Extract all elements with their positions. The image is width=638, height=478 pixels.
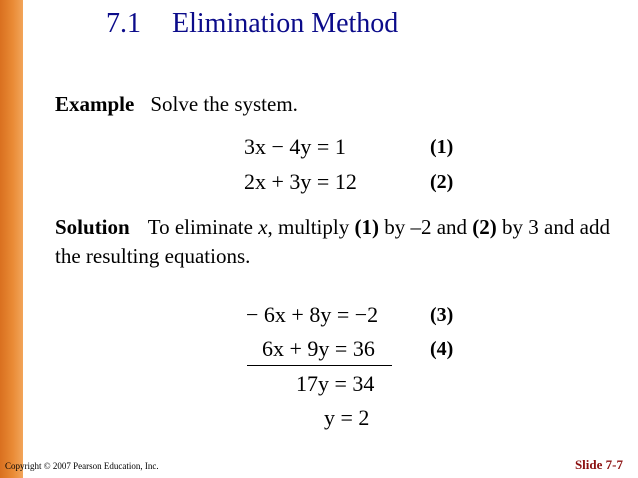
solution-label: Solution: [55, 215, 130, 239]
solution-ref-2: (2): [472, 215, 497, 239]
equation-1: 3x − 4y = 1: [244, 134, 346, 159]
copyright-text: Copyright © 2007 Pearson Education, Inc.: [5, 461, 159, 471]
equation-2-tag: (2): [430, 171, 454, 193]
equation-2: 2x + 3y = 12: [244, 169, 357, 194]
solution-text-2: , multiply: [267, 215, 355, 239]
section-number: 7.1: [106, 8, 141, 39]
equation-1-tag: (1): [430, 136, 454, 158]
sum-rule-line: [247, 365, 392, 366]
title-text: Elimination Method: [172, 8, 399, 39]
solution-text-3: by –2 and: [378, 215, 473, 239]
work-sum-equation: 17y = 34: [296, 371, 375, 396]
work-equation-4: 6x + 9y = 36: [262, 336, 375, 361]
example-label: Example: [55, 92, 135, 116]
left-accent-bar: [0, 0, 23, 478]
work-equation-4-tag: (4): [430, 338, 454, 360]
solution-text-1: To eliminate: [147, 215, 259, 239]
work-equation-3-tag: (3): [430, 304, 454, 326]
solution-ref-1: (1): [354, 215, 379, 239]
slide-title: [106, 8, 398, 40]
example-text: Solve the system.: [150, 92, 298, 116]
solution-text-4: by 3 and add the resulting equations.: [55, 215, 610, 268]
solution-paragraph: [55, 213, 615, 271]
slide-number: Slide 7-7: [574, 457, 623, 472]
work-equation-3: − 6x + 8y = −2: [246, 302, 379, 327]
work-result-equation: y = 2: [324, 405, 370, 430]
solution-variable-x: x: [258, 215, 268, 239]
example-line: [55, 92, 298, 117]
